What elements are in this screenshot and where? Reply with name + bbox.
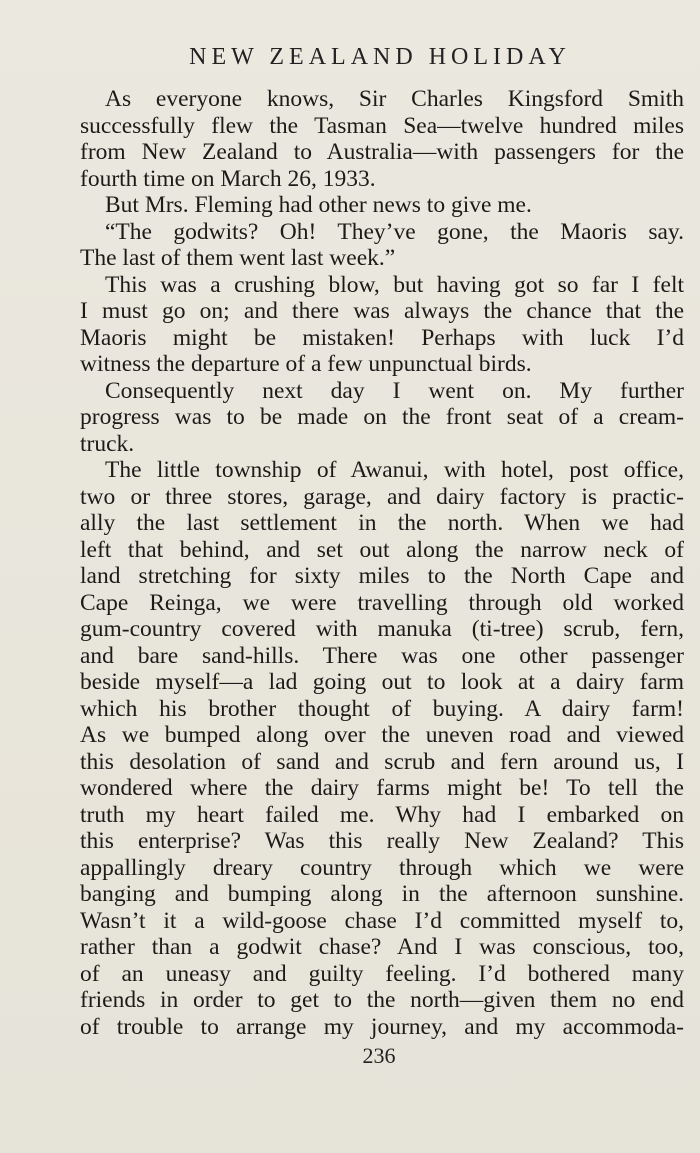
text-line: successfully flew the Tasman Sea—twelve hundred miles	[80, 112, 684, 139]
text-line: fourth time on March 26, 1933.	[80, 165, 376, 192]
text-line: The little township of Awanui, with hotel, post office,	[105, 457, 684, 483]
text-line: appallingly dreary country through which we were	[80, 854, 684, 881]
text-line: Consequently next day I went on. My further	[105, 377, 684, 404]
text-line: beside myself—a lad going out to look at a dairy farm	[80, 669, 684, 695]
text-line: ally the last settlement in the north. When we had	[80, 510, 684, 536]
text-line: “The godwits? Oh! They’ve gone, the Maoris say.	[105, 218, 684, 245]
text-line: As we bumped along over the uneven road and viewed	[80, 722, 684, 748]
text-line: witness the departure of a few unpunctual birds.	[80, 351, 532, 377]
text-line: This was a crushing blow, but having got so far I felt	[105, 271, 684, 298]
text-line: banging and bumping along in the afternoon sunshine.	[80, 881, 684, 907]
text-line: land stretching for sixty miles to the North Cape and	[80, 563, 684, 589]
text-line: this enterprise? Was this really New Zealand? This	[80, 828, 684, 854]
text-line: wondered where the dairy farms might be! To tell the	[80, 775, 684, 801]
text-line: Cape Reinga, we were travelling through old worked	[80, 589, 684, 616]
body-text	[80, 86, 684, 1040]
text-line: Wasn’t it a wild-goose chase I’d committed myself to,	[80, 907, 684, 934]
text-line: left that behind, and set out along the narrow neck of	[80, 536, 684, 563]
text-line: and bare sand-hills. There was one other passenger	[80, 642, 684, 669]
text-line: two or three stores, garage, and dairy factory is practic-	[80, 483, 684, 510]
text-line: of trouble to arrange my journey, and my accommoda-	[80, 1013, 684, 1040]
text-line: friends in order to get to the north—given them no end	[80, 987, 684, 1013]
text-line: I must go on; and there was always the chance that the	[80, 298, 684, 324]
text-line: this desolation of sand and scrub and fern around us, I	[80, 748, 684, 775]
text-line: The last of them went last week.”	[80, 245, 396, 271]
text-line: which his brother thought of buying. A dairy farm!	[80, 695, 684, 722]
text-line: progress was to be made on the front seat of a cream-	[80, 404, 684, 430]
text-line: As everyone knows, Sir Charles Kingsford Smith	[105, 86, 684, 112]
text-line: But Mrs. Fleming had other news to give me.	[105, 192, 532, 218]
text-line: truck.	[80, 430, 135, 457]
running-head: NEW ZEALAND HOLIDAY	[189, 44, 571, 70]
text-line: rather than a godwit chase? And I was conscious, too,	[80, 934, 684, 960]
page-number: 236	[362, 1043, 396, 1068]
text-line: Maoris might be mistaken! Perhaps with luck I’d	[80, 324, 684, 351]
text-line: from New Zealand to Australia—with passengers for the	[80, 139, 684, 165]
text-line: truth my heart failed me. Why had I embarked on	[80, 801, 684, 828]
text-line: of an uneasy and guilty feeling. I’d bothered many	[80, 960, 684, 987]
text-line: gum-country covered with manuka (ti-tree) scrub, fern,	[80, 616, 684, 642]
